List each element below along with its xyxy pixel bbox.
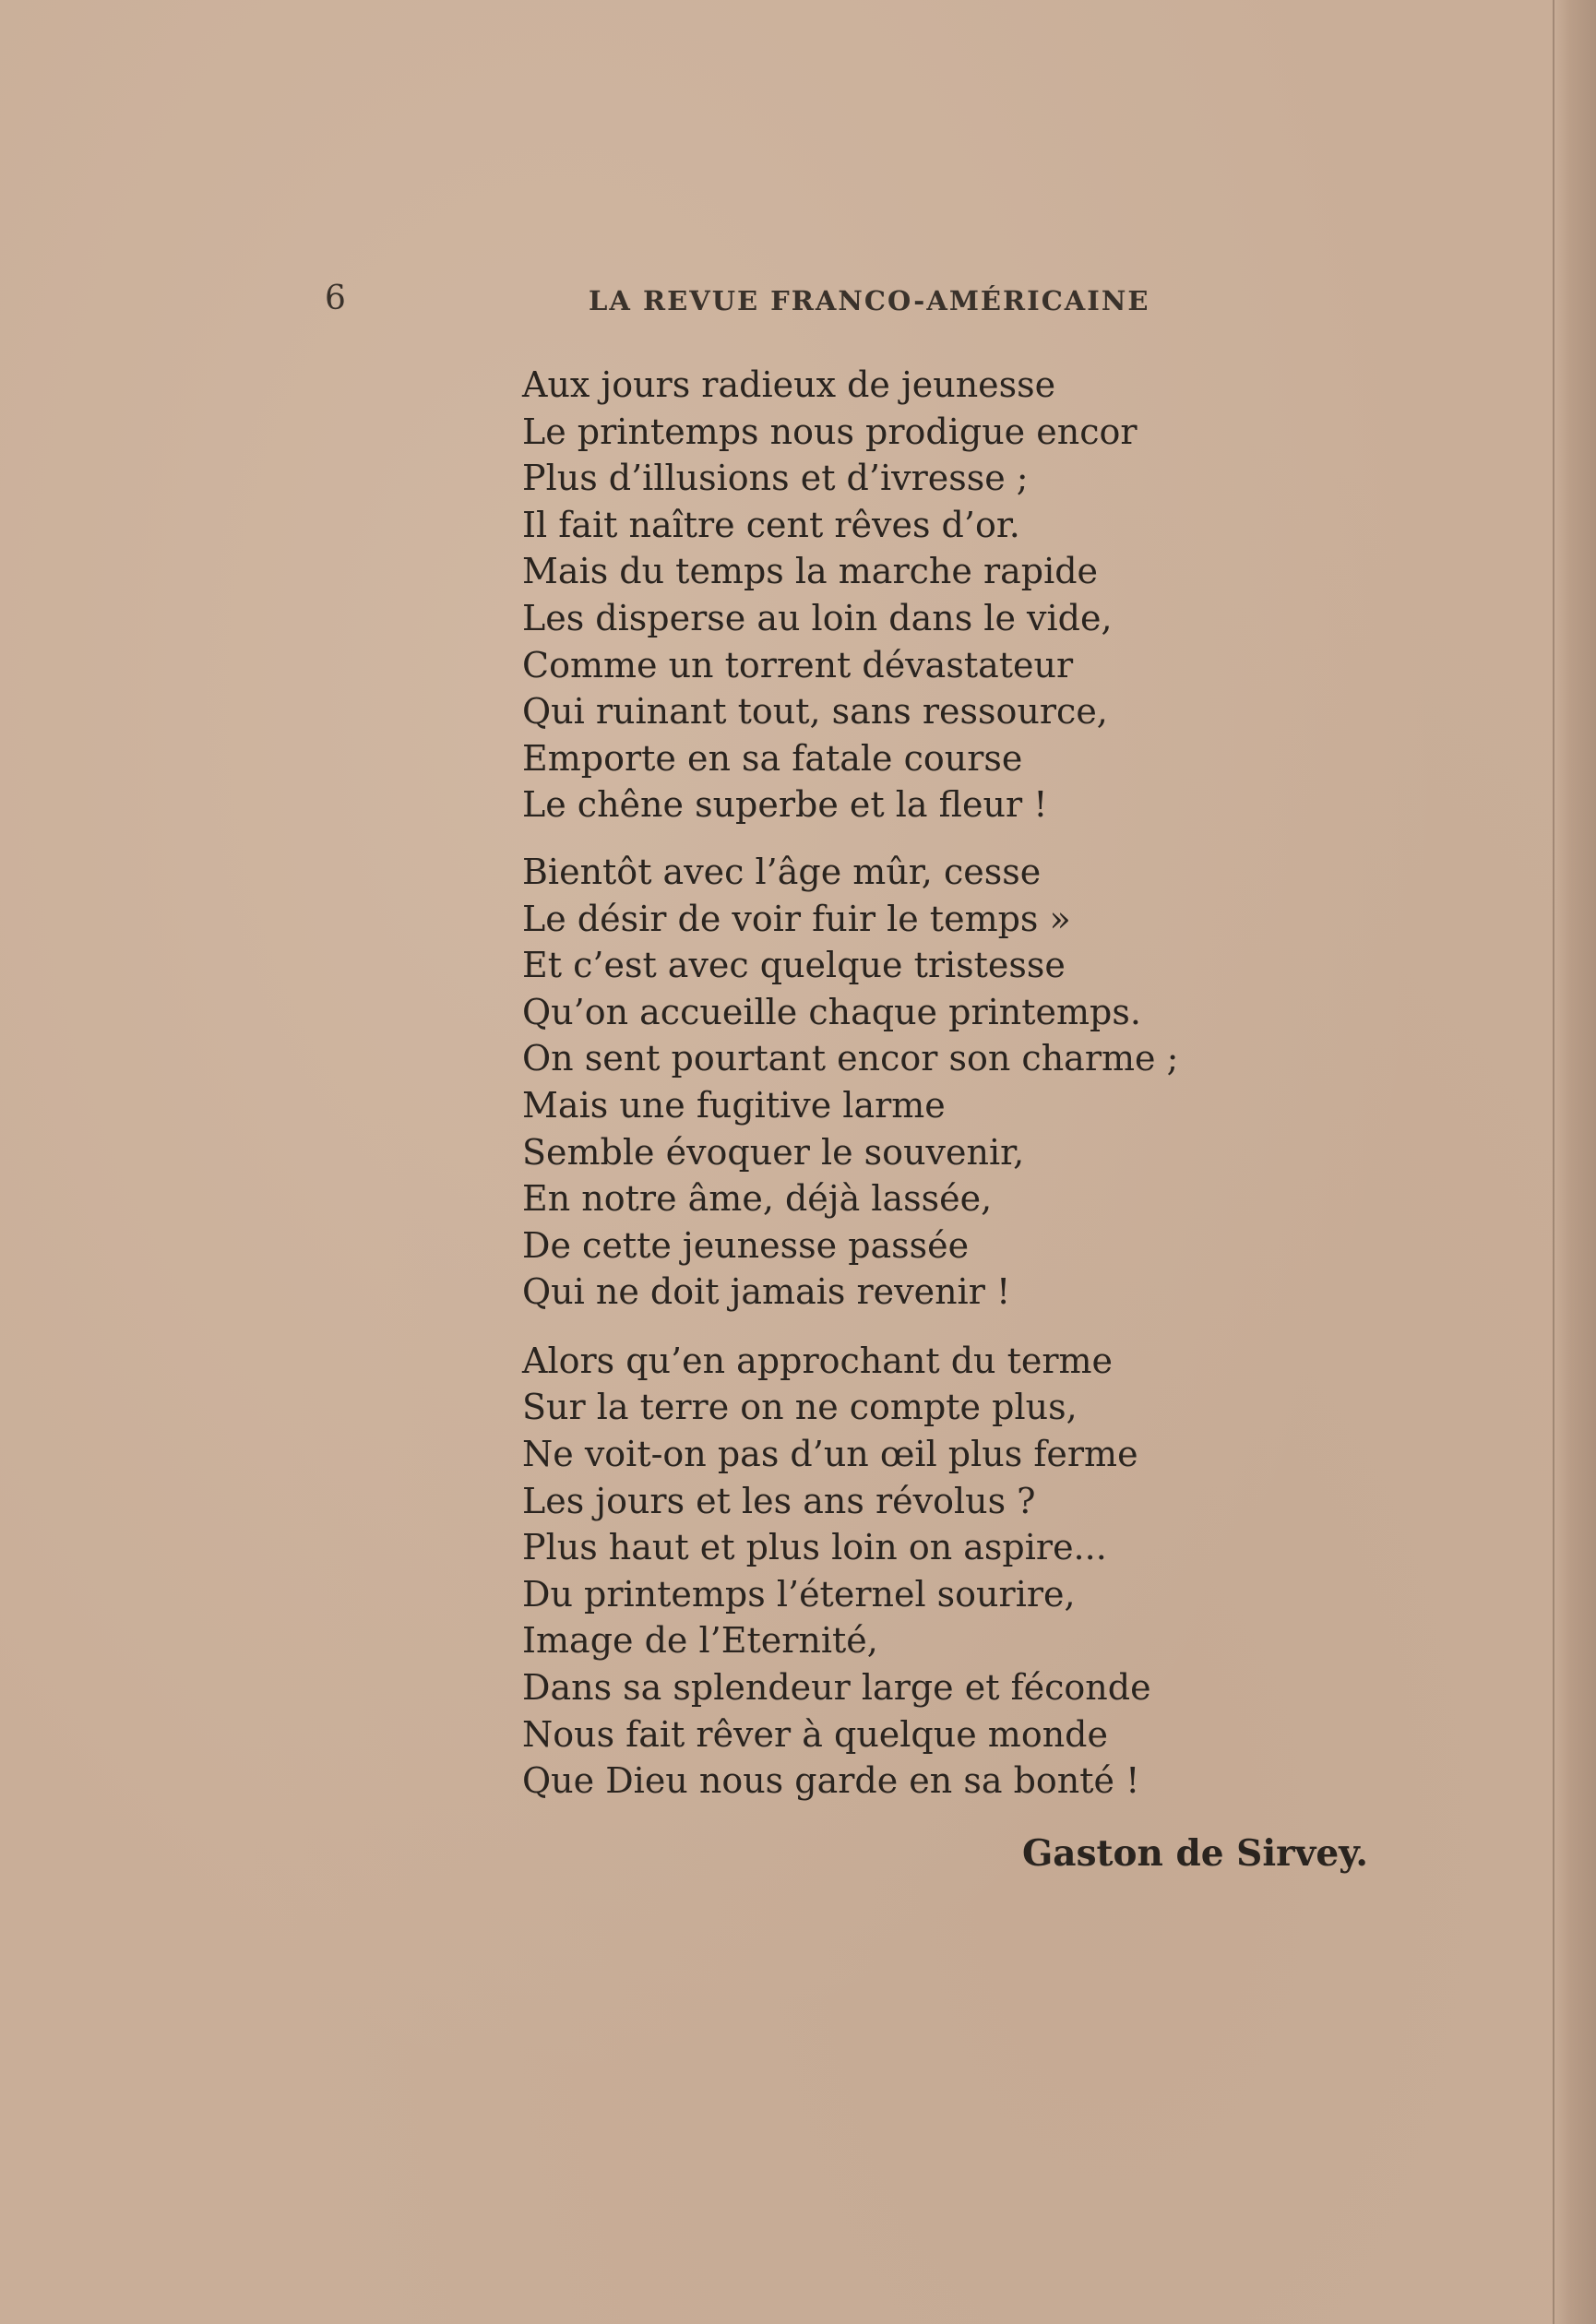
poem-line: Les jours et les ans révolus ? xyxy=(522,1480,1036,1521)
poem-line: Qui ruinant tout, sans ressource, xyxy=(522,691,1108,733)
poem-line: Semble évoquer le souvenir, xyxy=(522,1131,1025,1173)
poem-line: Du printemps l’éternel sourire, xyxy=(522,1573,1076,1615)
poem-line: Le chêne superbe et la fleur ! xyxy=(522,784,1048,826)
poem-line: Le printemps nous prodigue encor xyxy=(522,411,1137,452)
poem-line: Qu’on accueille chaque printemps. xyxy=(522,991,1141,1032)
poem xyxy=(522,362,1223,1825)
running-title: LA REVUE FRANCO-AMÉRICAINE xyxy=(589,285,1150,316)
poem-line: Comme un torrent dévastateur xyxy=(522,644,1074,685)
poem-line: Que Dieu nous garde en sa bonté ! xyxy=(522,1760,1140,1802)
author-signature: Gaston de Sirvey. xyxy=(1022,1832,1368,1875)
poem-line: Emporte en sa fatale course xyxy=(522,737,1023,779)
poem-line: Mais du temps la marche rapide xyxy=(522,551,1099,592)
poem-line: Dans sa splendeur large et féconde xyxy=(522,1667,1151,1709)
poem-line: Qui ne doit jamais revenir ! xyxy=(522,1271,1011,1313)
poem-line: Mais une fugitive larme xyxy=(522,1084,946,1126)
poem-line: Plus haut et plus loin on aspire... xyxy=(522,1527,1107,1568)
poem-line: Le désir de voir fuir le temps » xyxy=(522,898,1071,939)
stanza-3 xyxy=(522,1338,1223,1805)
poem-line: Alors qu’en approchant du terme xyxy=(522,1340,1114,1381)
poem-line: Bientôt avec l’âge mûr, cesse xyxy=(522,851,1042,892)
poem-line: Sur la terre on ne compte plus, xyxy=(522,1387,1078,1428)
page-edge-line xyxy=(1553,0,1554,2324)
page-edge-shading xyxy=(1554,0,1596,2324)
poem-line: Aux jours radieux de jeunesse xyxy=(522,364,1056,405)
poem-line: Image de l’Eternité, xyxy=(522,1620,878,1662)
poem-line: Ne voit-on pas d’un œil plus ferme xyxy=(522,1434,1138,1475)
poem-line: Et c’est avec quelque tristesse xyxy=(522,945,1066,986)
poem-line: En notre âme, déjà lassée, xyxy=(522,1178,993,1220)
stanza-2 xyxy=(522,849,1223,1316)
poem-line: On sent pourtant encor son charme ; xyxy=(522,1038,1179,1079)
poem-line: Les disperse au loin dans le vide, xyxy=(522,597,1113,638)
poem-line: Plus d’illusions et d’ivresse ; xyxy=(522,458,1029,499)
poem-line: Nous fait rêver à quelque monde xyxy=(522,1713,1108,1755)
poem-line: Il fait naître cent rêves d’or. xyxy=(522,504,1020,545)
poem-line: De cette jeunesse passée xyxy=(522,1224,970,1266)
page-number: 6 xyxy=(325,280,346,317)
stanza-1 xyxy=(522,362,1223,828)
